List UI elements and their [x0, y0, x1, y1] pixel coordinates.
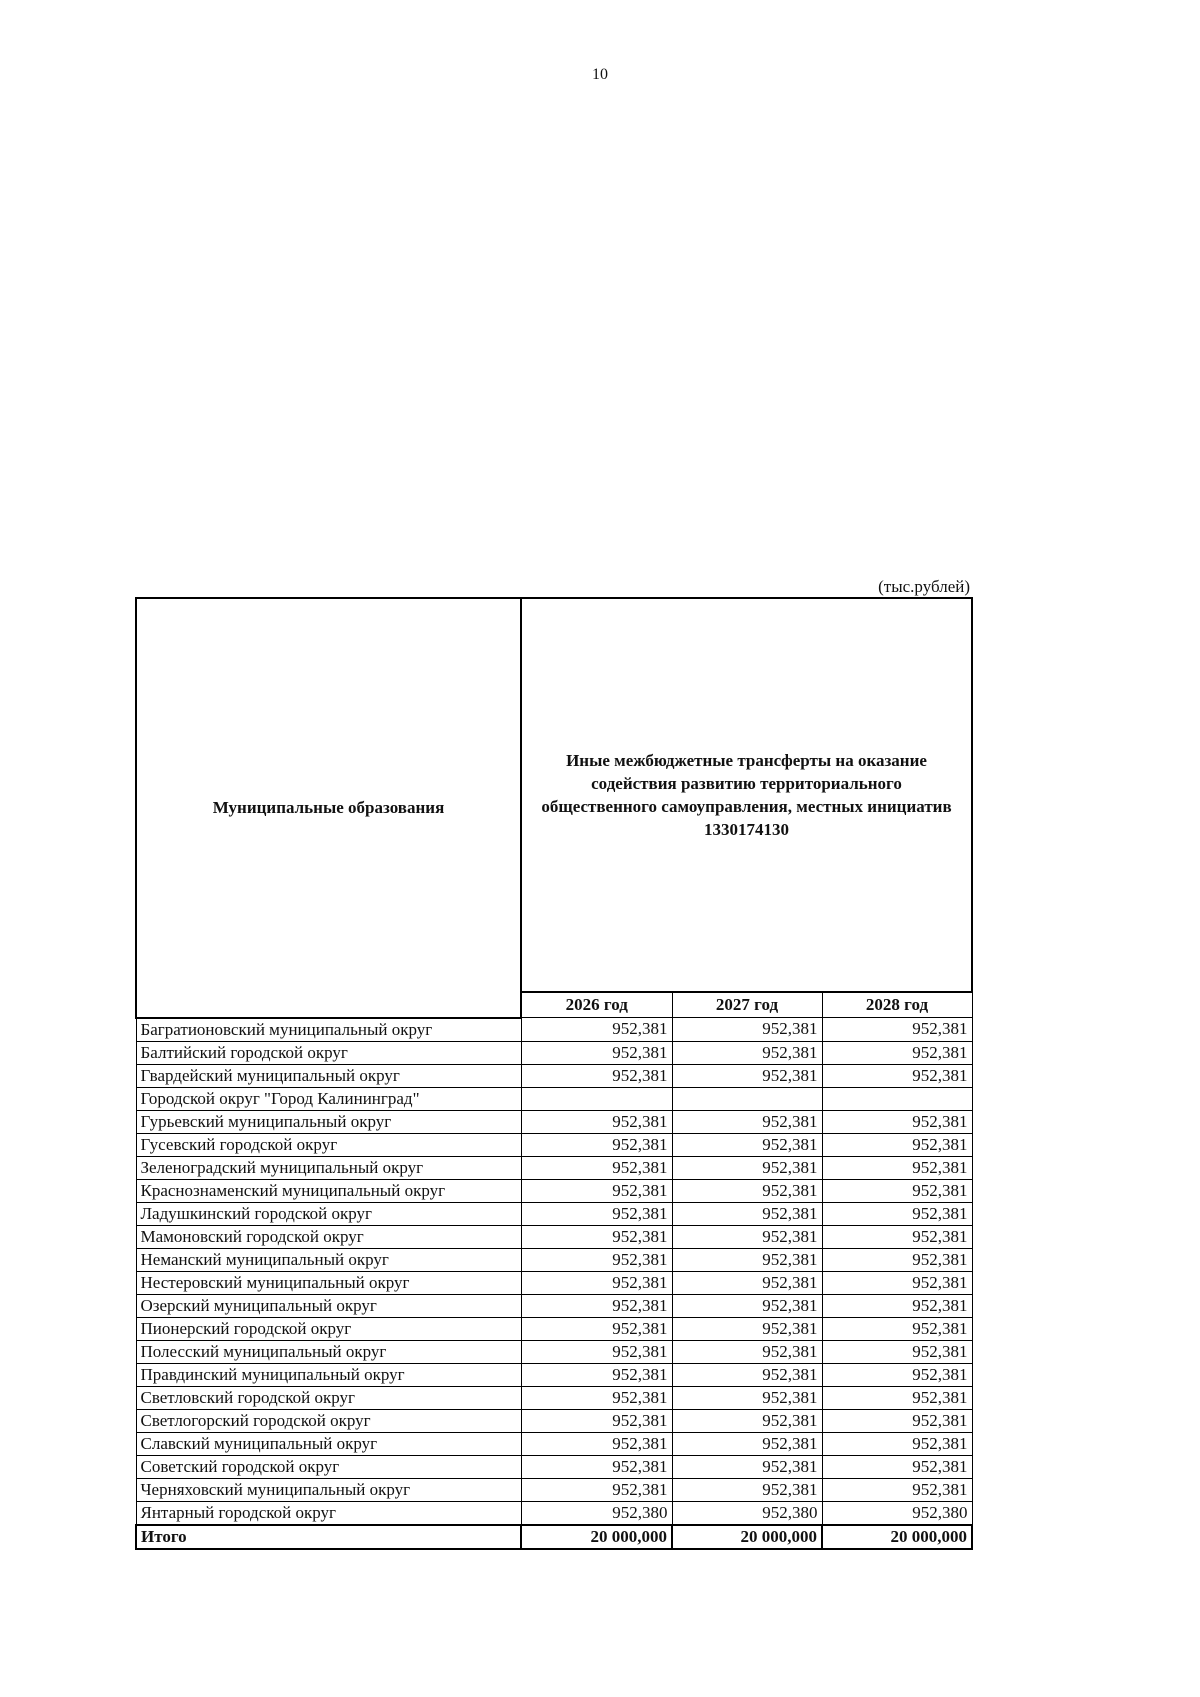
total-2028: 20 000,000 — [822, 1525, 972, 1549]
column-header-year-2026: 2026 год — [521, 992, 672, 1018]
value-2027: 952,381 — [672, 1317, 822, 1340]
table-row — [136, 1064, 972, 1087]
value-2028: 952,381 — [822, 1179, 972, 1202]
value-2026: 952,381 — [521, 1340, 672, 1363]
value-2027: 952,381 — [672, 1340, 822, 1363]
value-2026: 952,381 — [521, 1041, 672, 1064]
value-2027: 952,381 — [672, 1455, 822, 1478]
value-2028 — [822, 1087, 972, 1110]
value-2028: 952,381 — [822, 1386, 972, 1409]
value-2026: 952,381 — [521, 1248, 672, 1271]
value-2028: 952,381 — [822, 1133, 972, 1156]
value-2028: 952,381 — [822, 1340, 972, 1363]
value-2027: 952,381 — [672, 1432, 822, 1455]
table-row — [136, 1432, 972, 1455]
value-2026: 952,381 — [521, 1064, 672, 1087]
value-2027: 952,381 — [672, 1225, 822, 1248]
municipality-name: Неманский муниципальный округ — [136, 1248, 521, 1271]
municipality-name: Гвардейский муниципальный округ — [136, 1064, 521, 1087]
municipality-name: Советский городской округ — [136, 1455, 521, 1478]
header-code: 1330174130 — [704, 820, 789, 839]
table-row — [136, 1478, 972, 1501]
value-2028: 952,381 — [822, 1432, 972, 1455]
municipality-name: Янтарный городской округ — [136, 1501, 521, 1525]
value-2026: 952,381 — [521, 1386, 672, 1409]
municipality-name: Городской округ "Город Калининград" — [136, 1087, 521, 1110]
table-row — [136, 1156, 972, 1179]
table-row — [136, 1340, 972, 1363]
table-row — [136, 1294, 972, 1317]
municipality-name: Гусевский городской округ — [136, 1133, 521, 1156]
value-2027: 952,381 — [672, 1064, 822, 1087]
value-2026: 952,381 — [521, 1018, 672, 1042]
table-row — [136, 1179, 972, 1202]
value-2027: 952,381 — [672, 1386, 822, 1409]
table-row — [136, 1386, 972, 1409]
value-2028: 952,380 — [822, 1501, 972, 1525]
value-2028: 952,381 — [822, 1271, 972, 1294]
value-2028: 952,381 — [822, 1294, 972, 1317]
table-row — [136, 1110, 972, 1133]
value-2028: 952,381 — [822, 1064, 972, 1087]
table-row — [136, 1317, 972, 1340]
total-2027: 20 000,000 — [672, 1525, 822, 1549]
header-line: общественного самоуправления, местных инициатив — [541, 797, 952, 816]
value-2026: 952,381 — [521, 1156, 672, 1179]
value-2026: 952,381 — [521, 1432, 672, 1455]
value-2027: 952,381 — [672, 1156, 822, 1179]
municipality-name: Озерский муниципальный округ — [136, 1294, 521, 1317]
header-line: Иные межбюджетные трансферты на оказание — [566, 751, 927, 770]
table-row — [136, 1271, 972, 1294]
value-2026: 952,380 — [521, 1501, 672, 1525]
municipality-name: Гурьевский муниципальный округ — [136, 1110, 521, 1133]
value-2027: 952,381 — [672, 1248, 822, 1271]
table-row — [136, 1409, 972, 1432]
table-row — [136, 1248, 972, 1271]
value-2028: 952,381 — [822, 1409, 972, 1432]
table-row — [136, 1087, 972, 1110]
value-2026: 952,381 — [521, 1478, 672, 1501]
municipality-name: Краснознаменский муниципальный округ — [136, 1179, 521, 1202]
value-2026: 952,381 — [521, 1409, 672, 1432]
value-2027: 952,380 — [672, 1501, 822, 1525]
value-2027 — [672, 1087, 822, 1110]
value-2027: 952,381 — [672, 1271, 822, 1294]
table-row — [136, 1041, 972, 1064]
column-header-transfers — [521, 598, 972, 992]
value-2027: 952,381 — [672, 1478, 822, 1501]
value-2027: 952,381 — [672, 1363, 822, 1386]
value-2026: 952,381 — [521, 1271, 672, 1294]
value-2028: 952,381 — [822, 1478, 972, 1501]
value-2028: 952,381 — [822, 1455, 972, 1478]
table-row — [136, 1363, 972, 1386]
value-2026: 952,381 — [521, 1317, 672, 1340]
municipality-name: Багратионовский муниципальный округ — [136, 1018, 521, 1042]
value-2027: 952,381 — [672, 1179, 822, 1202]
value-2028: 952,381 — [822, 1202, 972, 1225]
column-header-municipalities: Муниципальные образования — [136, 598, 521, 1018]
value-2027: 952,381 — [672, 1110, 822, 1133]
value-2027: 952,381 — [672, 1018, 822, 1042]
value-2028: 952,381 — [822, 1041, 972, 1064]
table-row — [136, 1225, 972, 1248]
value-2028: 952,381 — [822, 1317, 972, 1340]
value-2028: 952,381 — [822, 1018, 972, 1042]
municipality-name: Пионерский городской округ — [136, 1317, 521, 1340]
value-2027: 952,381 — [672, 1294, 822, 1317]
municipality-name: Мамоновский городской округ — [136, 1225, 521, 1248]
table-row — [136, 1202, 972, 1225]
value-2028: 952,381 — [822, 1363, 972, 1386]
total-label: Итого — [136, 1525, 521, 1549]
value-2027: 952,381 — [672, 1041, 822, 1064]
column-header-year-2027: 2027 год — [672, 992, 822, 1018]
municipality-name: Нестеровский муниципальный округ — [136, 1271, 521, 1294]
municipality-name: Балтийский городской округ — [136, 1041, 521, 1064]
value-2026 — [521, 1087, 672, 1110]
municipality-name: Зеленоградский муниципальный округ — [136, 1156, 521, 1179]
value-2026: 952,381 — [521, 1202, 672, 1225]
value-2028: 952,381 — [822, 1248, 972, 1271]
table-row — [136, 1501, 972, 1525]
value-2026: 952,381 — [521, 1225, 672, 1248]
municipality-name: Светлогорский городской округ — [136, 1409, 521, 1432]
value-2026: 952,381 — [521, 1179, 672, 1202]
value-2026: 952,381 — [521, 1110, 672, 1133]
value-2026: 952,381 — [521, 1363, 672, 1386]
municipality-name: Черняховский муниципальный округ — [136, 1478, 521, 1501]
header-line: содействия развитию территориального — [591, 774, 902, 793]
value-2028: 952,381 — [822, 1225, 972, 1248]
value-2027: 952,381 — [672, 1133, 822, 1156]
municipality-name: Светловский городской округ — [136, 1386, 521, 1409]
total-row — [136, 1525, 972, 1549]
municipality-name: Полесский муниципальный округ — [136, 1340, 521, 1363]
municipality-name: Правдинский муниципальный округ — [136, 1363, 521, 1386]
value-2027: 952,381 — [672, 1202, 822, 1225]
municipality-name: Ладушкинский городской округ — [136, 1202, 521, 1225]
table-row — [136, 1455, 972, 1478]
units-label: (тыс.рублей) — [878, 577, 970, 596]
page-number: 10 — [592, 66, 608, 83]
transfers-table — [135, 597, 973, 1550]
total-2026: 20 000,000 — [521, 1525, 672, 1549]
municipality-name: Славский муниципальный округ — [136, 1432, 521, 1455]
value-2026: 952,381 — [521, 1455, 672, 1478]
column-header-year-2028: 2028 год — [822, 992, 972, 1018]
table-row — [136, 1133, 972, 1156]
value-2026: 952,381 — [521, 1133, 672, 1156]
table-row — [136, 1018, 972, 1042]
value-2028: 952,381 — [822, 1156, 972, 1179]
value-2026: 952,381 — [521, 1294, 672, 1317]
value-2027: 952,381 — [672, 1409, 822, 1432]
value-2028: 952,381 — [822, 1110, 972, 1133]
